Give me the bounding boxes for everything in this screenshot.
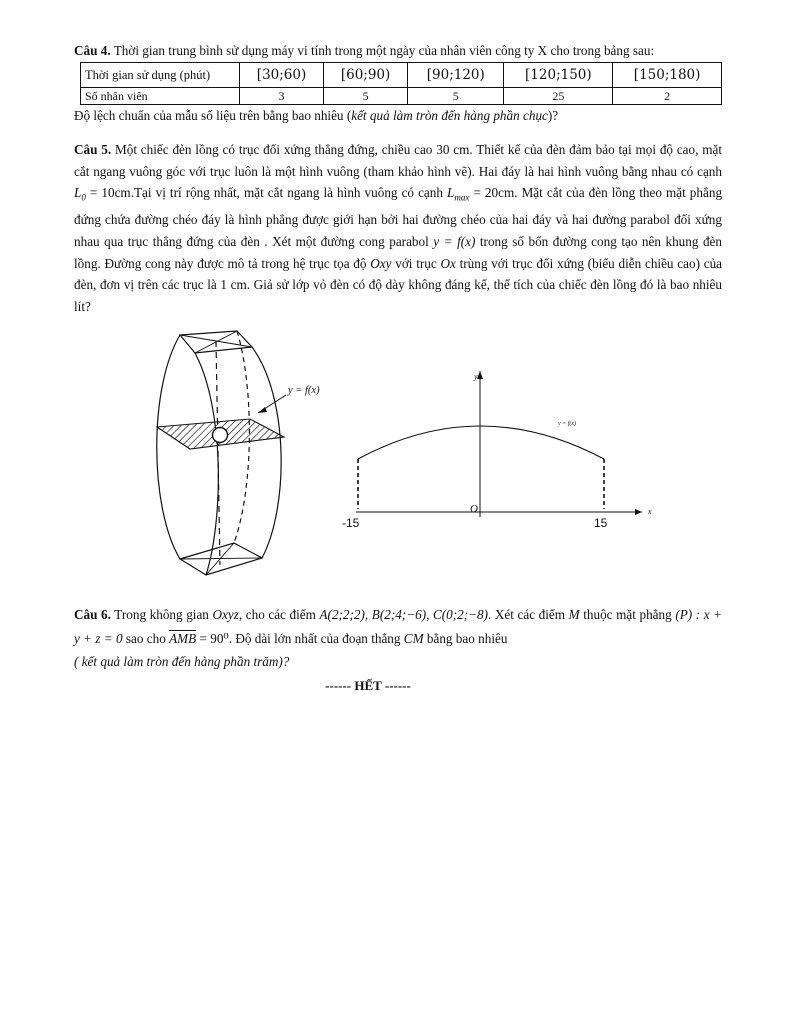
q5-text-6: trùng với trục đối xứng (biểu diễn chiều cao) của đèn, đơn vị trên các trục là 1 cm. Giả sử lớp vỏ đèn có độ dày không đáng kể, thể tích của chiếc đèn lồng đó là bao nhiêu lít?: [74, 255, 723, 314]
question-4: [74, 40, 722, 127]
q5-text-3: . Mặt cắt của đèn lồng theo mặt phẳng đứng chứa đường chéo đáy là hình phẳng được giới hạn bởi hai đường chéo của hai đáy và hai đường parabol đối xứng nhau qua trục thẳng đứng của đèn . Xét một đường cong parabol: [74, 185, 723, 250]
table-cell-count: 25: [504, 88, 613, 105]
parabola-curve: [358, 426, 604, 459]
q5-ox: Ox: [440, 255, 456, 271]
q4-body: Thời gian trung bình sử dụng máy vi tính trong một ngày của nhân viên công ty X cho trong bảng sau:: [113, 43, 655, 58]
l0-sub: 0: [81, 192, 86, 203]
lantern-rib-front: [195, 353, 218, 575]
q6-text-3: . Xét các điểm: [488, 607, 566, 623]
q5-oxy: Oxy: [370, 255, 392, 271]
q5-text-1: Một chiếc đèn lồng có trục đối xứng thẳng đứng, chiều cao 30 cm. Thiết kế của đèn đảm bảo tại mọi độ cao, mặt cắt ngang vuông góc với trục luôn là một hình vuông (tham khảo hình vẽ). Hai đáy là hai hình vuông bằng nhau có cạnh: [74, 142, 723, 179]
x-axis-label: x: [648, 507, 652, 517]
q6-m: M: [568, 607, 580, 623]
table-cell-count: 5: [408, 88, 504, 105]
table-cell-interval: [30;60): [240, 63, 324, 88]
q6-text-6: . Độ dài lớn nhất của đoạn thẳng: [228, 631, 401, 647]
q6-text-7: bằng bao nhiêu: [426, 631, 508, 647]
l0-value: = 10cm: [89, 185, 131, 201]
table-cell-count: 5: [324, 88, 408, 105]
y-axis-label: y: [474, 372, 478, 382]
q4-text: [74, 40, 722, 62]
lmax-sub: max: [454, 192, 470, 203]
q5-title: Câu 5.: [74, 142, 112, 157]
q4-question-end: )?: [547, 108, 559, 123]
q6-angle-value: = 90⁰: [199, 631, 229, 647]
lantern-axis: [216, 341, 220, 565]
lmax-symbol: [447, 185, 470, 203]
question-5: [74, 139, 722, 589]
q6-note: ( kết quả làm tròn đến hàng phần trăm)?: [74, 654, 290, 670]
table-row-intervals: [81, 63, 722, 88]
end-marker: ------ HẾT ------: [325, 678, 411, 694]
table-header-label: Thời gian sử dụng (phút): [81, 63, 240, 88]
q6-text-4: thuộc mặt phẳng: [583, 607, 672, 623]
q5-text-5: với trục: [395, 255, 437, 271]
lmax-sym: L: [447, 185, 455, 201]
q6-text-2: cho các điểm: [245, 607, 316, 623]
q6-title: Câu 6.: [74, 607, 111, 623]
lantern-bulb: [213, 428, 228, 443]
l0-sym: L: [74, 185, 82, 201]
q4-question-text: Độ lệch chuẩn của mẫu số liệu trên bằng bao nhiêu (: [74, 108, 352, 123]
q4-title: Câu 4.: [74, 43, 111, 58]
q6-text-5: sao cho: [125, 631, 166, 647]
question-6: [74, 603, 722, 673]
lantern-curve-label: y = f(x): [288, 385, 320, 397]
q6-points: A(2;2;2), B(2;4;−6), C(0;2;−8): [319, 607, 489, 623]
lantern-rib-right: [252, 347, 281, 558]
q6-oxyz: Oxyz,: [212, 607, 243, 623]
table-cell-count: 3: [240, 88, 324, 105]
q6-plane: (P) : x + y + z = 0: [74, 607, 723, 647]
q6-angle: $\overline{AMB}$: [169, 631, 197, 647]
q4-question: [74, 105, 722, 127]
lantern-drawing: [157, 331, 286, 575]
q6-cm: CM: [403, 631, 424, 647]
table-cell-interval: [150;180): [613, 63, 722, 88]
q5-function: y = f(x): [433, 234, 476, 250]
q5-figure-svg: [74, 327, 722, 589]
x-left-label: -15: [342, 516, 360, 531]
q5-text-2: .Tại vị trí rộng nhất, mặt cắt ngang là hình vuông có cạnh: [130, 185, 443, 201]
x-right-label: 15: [594, 516, 608, 531]
table-cell-interval: [120;150): [504, 63, 613, 88]
coordinate-diagram: [356, 371, 642, 517]
frequency-table: [80, 62, 722, 105]
q6-text-1: Trong không gian: [114, 607, 209, 623]
lmax-value: = 20cm: [473, 185, 515, 201]
table-cell-interval: [90;120): [408, 63, 504, 88]
q5-text-4: trong số bốn đường cong tạo nên khung đèn lồng. Đường cong này được mô tả trong hệ trục tọa độ: [74, 234, 723, 271]
curve-label: y = f(x): [558, 421, 577, 428]
table-cell-count: 2: [613, 88, 722, 105]
lantern-rib-left: [157, 335, 180, 559]
table-row-label: Số nhân viên: [81, 88, 240, 105]
origin-label: O: [470, 503, 478, 516]
table-row-counts: [81, 88, 722, 105]
q4-question-note: kết quả làm tròn đến hàng phần chục: [351, 108, 548, 123]
q5-text: [74, 139, 722, 317]
q5-figures: [74, 327, 722, 589]
exam-page: [74, 40, 722, 697]
table-cell-interval: [60;90): [324, 63, 408, 88]
l0-symbol: [74, 185, 86, 203]
q6-text: [74, 603, 722, 651]
